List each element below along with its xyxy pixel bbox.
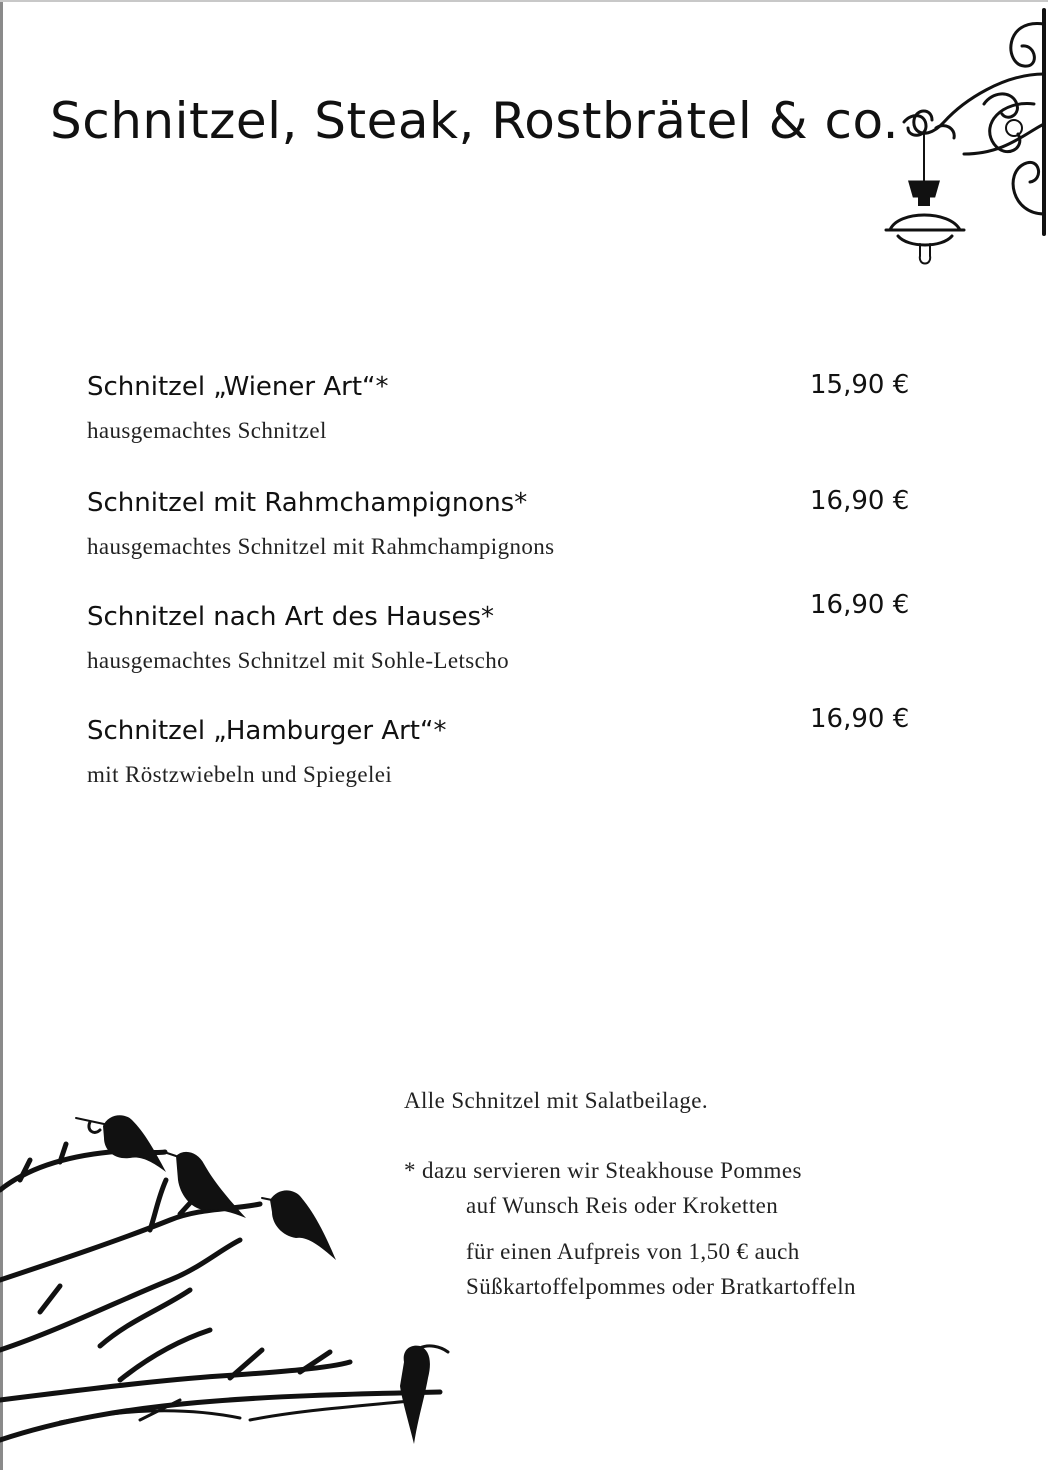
menu-item bbox=[87, 488, 927, 568]
menu-item bbox=[87, 590, 927, 682]
surcharge-note-continued: Süßkartoffelpommes oder Bratkartoffeln bbox=[466, 1274, 856, 1299]
page-title: Schnitzel, Steak, Rostbrätel & co. bbox=[50, 92, 900, 150]
page-top-edge bbox=[0, 0, 1048, 2]
menu-item-name: Schnitzel nach Art des Hauses* bbox=[87, 602, 495, 632]
menu-item-name: Schnitzel „Hamburger Art“* bbox=[87, 716, 447, 746]
menu-item-price: 15,90 € bbox=[810, 370, 910, 400]
menu-item-description: hausgemachtes Schnitzel mit Sohle-Letscho bbox=[87, 648, 509, 673]
menu-item-description: mit Röstzwiebeln und Spiegelei bbox=[87, 762, 393, 787]
menu-item-price: 16,90 € bbox=[810, 486, 910, 516]
menu-item-description: hausgemachtes Schnitzel bbox=[87, 418, 327, 443]
menu-item-name: Schnitzel mit Rahmchampignons* bbox=[87, 488, 528, 518]
side-dish-note: * dazu servieren wir Steakhouse Pommes bbox=[404, 1158, 802, 1183]
lantern-bracket-icon bbox=[884, 4, 1048, 276]
menu-item-name: Schnitzel „Wiener Art“* bbox=[87, 372, 389, 402]
side-dish-note-continued: auf Wunsch Reis oder Kroketten bbox=[466, 1193, 779, 1218]
surcharge-note: für einen Aufpreis von 1,50 € auch bbox=[466, 1239, 800, 1264]
menu-item-description: hausgemachtes Schnitzel mit Rahmchampignons bbox=[87, 534, 555, 559]
birds-on-branch-icon bbox=[0, 1100, 470, 1470]
menu-item bbox=[87, 704, 927, 796]
salad-note: Alle Schnitzel mit Salatbeilage. bbox=[404, 1088, 709, 1113]
menu-item-price: 16,90 € bbox=[810, 590, 910, 620]
menu-item-price: 16,90 € bbox=[810, 704, 910, 734]
menu-item bbox=[87, 372, 927, 452]
